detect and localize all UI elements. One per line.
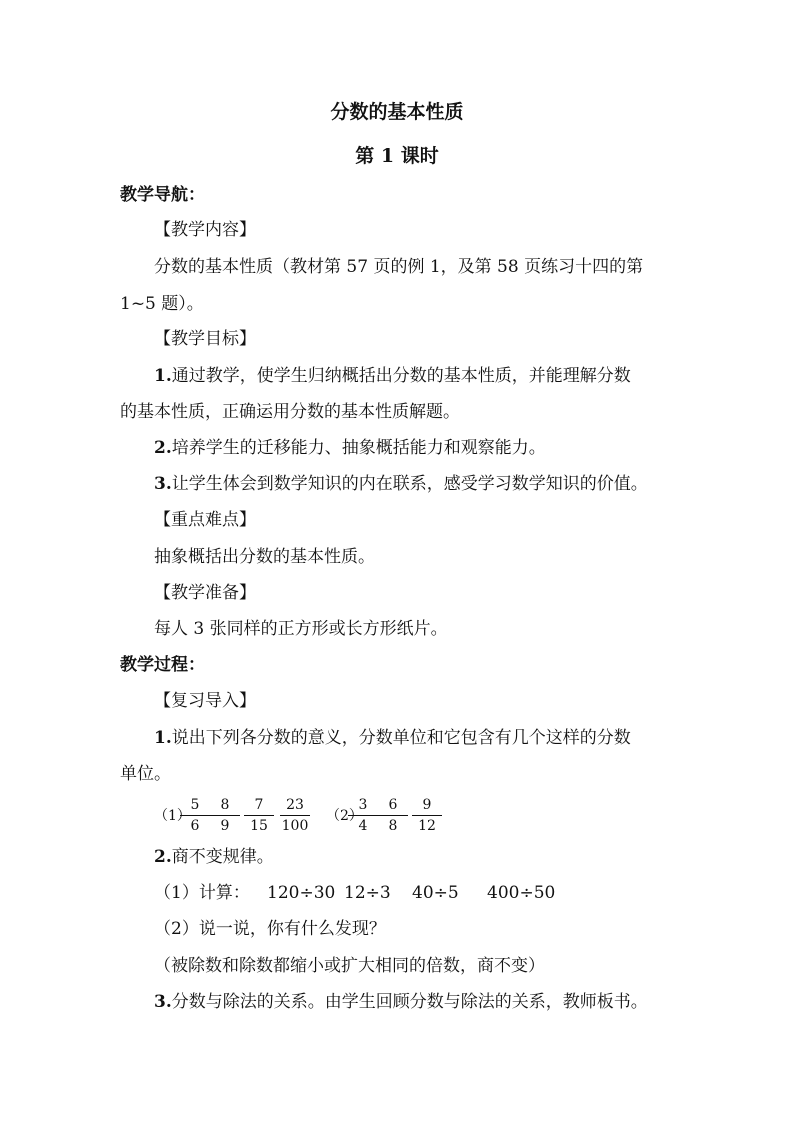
goal-1-text: 通过教学，使学生归纳概括出分数的基本性质，并能理解分数 bbox=[171, 366, 631, 386]
numerator: 3 bbox=[348, 796, 378, 816]
goal-3-number: 3. bbox=[154, 474, 172, 494]
lesson-subtitle: 第 1 课时 bbox=[355, 145, 439, 167]
process-heading: 教学过程： bbox=[120, 655, 205, 675]
denominator: 6 bbox=[190, 818, 200, 834]
content-text-line-1: 分数的基本性质（教材第 57 页的例 1，及第 58 页练习十四的第 bbox=[154, 257, 644, 277]
goal-2-number: 2. bbox=[154, 438, 172, 458]
numerator: 9 bbox=[412, 796, 442, 816]
goal-1-number: 1. bbox=[154, 366, 172, 386]
document-title: 分数的基本性质 bbox=[330, 101, 464, 123]
prep-text: 每人 3 张同样的正方形或长方形纸片。 bbox=[154, 619, 448, 639]
denominator: 15 bbox=[250, 818, 268, 834]
goal-2-text: 培养学生的迁移能力、抽象概括能力和观察能力。 bbox=[171, 438, 546, 458]
fraction bbox=[280, 796, 310, 835]
goal-3-text: 让学生体会到数学知识的内在联系，感受学习数学知识的价值。 bbox=[171, 474, 648, 494]
denominator: 8 bbox=[388, 818, 398, 834]
fraction bbox=[348, 796, 378, 835]
fraction bbox=[244, 796, 274, 835]
review-3 bbox=[154, 990, 714, 1014]
goal-1-line-1 bbox=[154, 364, 714, 388]
numerator: 8 bbox=[210, 796, 240, 816]
calc-label: （1）计算： bbox=[154, 883, 250, 903]
review-1-number: 1. bbox=[154, 728, 172, 748]
fraction bbox=[210, 796, 240, 835]
fraction-row bbox=[154, 796, 554, 836]
rule-text: （被除数和除数都缩小或扩大相同的倍数，商不变） bbox=[154, 956, 545, 976]
numerator: 5 bbox=[180, 796, 210, 816]
calc-item: 12÷3 bbox=[344, 883, 391, 903]
review-3-text: 分数与除法的关系。由学生回顾分数与除法的关系，教师板书。 bbox=[171, 992, 648, 1012]
fraction-group-2-label: （2） bbox=[326, 808, 363, 824]
fraction bbox=[412, 796, 442, 835]
numerator: 7 bbox=[244, 796, 274, 816]
numerator: 23 bbox=[280, 796, 310, 816]
section-goals-heading: 【教学目标】 bbox=[154, 329, 256, 349]
calc-item: 400÷50 bbox=[487, 883, 556, 903]
calc-item: 120÷30 bbox=[267, 883, 336, 903]
review-1-line-2: 单位。 bbox=[120, 764, 171, 784]
calc-item: 40÷5 bbox=[412, 883, 459, 903]
discuss-text: （2）说一说，你有什么发现？ bbox=[154, 919, 386, 939]
goal-3 bbox=[154, 472, 714, 496]
review-2-number: 2. bbox=[154, 847, 172, 867]
goal-1-line-2: 的基本性质，正确运用分数的基本性质解题。 bbox=[120, 402, 460, 422]
section-review-heading: 【复习导入】 bbox=[154, 691, 256, 711]
numerator: 6 bbox=[378, 796, 408, 816]
review-1-line-1 bbox=[154, 726, 714, 750]
fraction bbox=[378, 796, 408, 835]
section-prep-heading: 【教学准备】 bbox=[154, 583, 256, 603]
denominator: 12 bbox=[418, 818, 436, 834]
content-text-line-2: 1~5 题）。 bbox=[120, 294, 204, 314]
section-key-heading: 【重点难点】 bbox=[154, 510, 256, 530]
review-3-number: 3. bbox=[154, 992, 172, 1012]
denominator: 4 bbox=[358, 818, 368, 834]
fraction-group-1-label: （1） bbox=[154, 808, 191, 824]
goal-2 bbox=[154, 436, 714, 460]
key-text: 抽象概括出分数的基本性质。 bbox=[154, 547, 375, 567]
review-2 bbox=[154, 845, 714, 869]
nav-heading: 教学导航： bbox=[120, 185, 205, 205]
denominator: 9 bbox=[220, 818, 230, 834]
section-content-heading: 【教学内容】 bbox=[154, 220, 256, 240]
review-1-text: 说出下列各分数的意义，分数单位和它包含有几个这样的分数 bbox=[171, 728, 631, 748]
calc-line bbox=[154, 881, 714, 905]
denominator: 100 bbox=[281, 818, 309, 834]
review-2-text: 商不变规律。 bbox=[171, 847, 274, 867]
fraction bbox=[180, 796, 210, 835]
